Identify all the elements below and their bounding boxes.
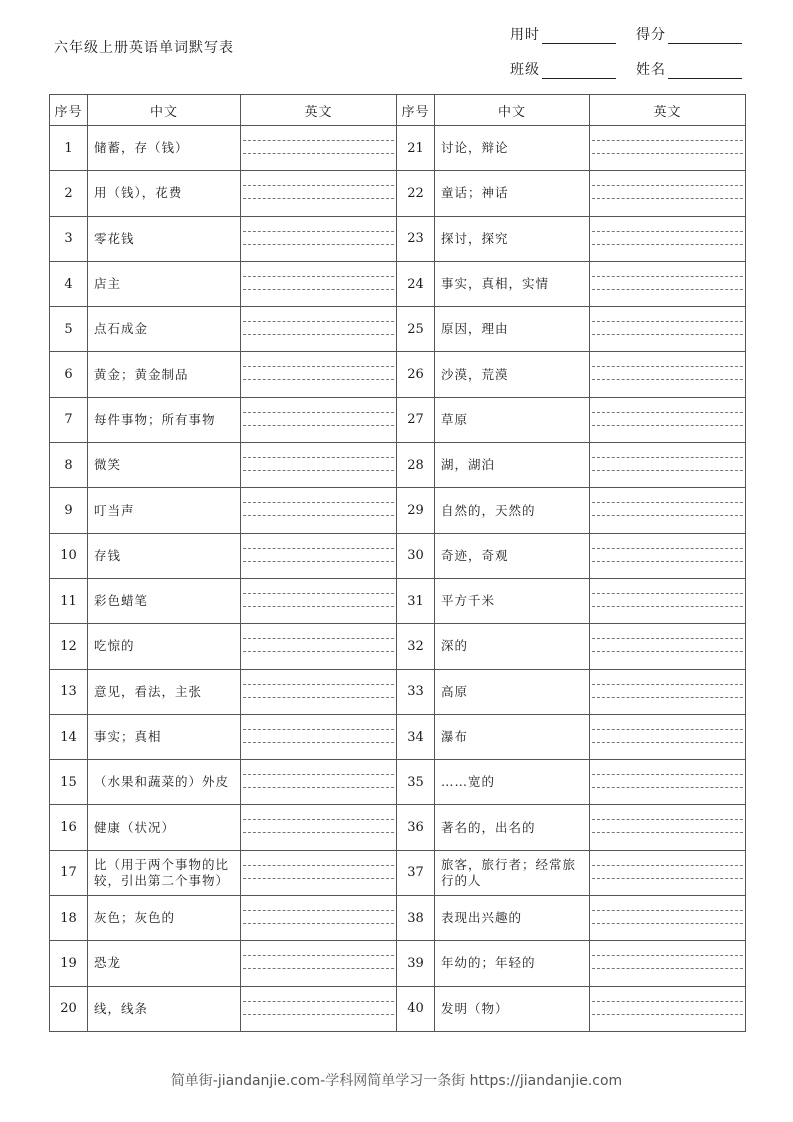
english-answer-cell[interactable] <box>241 307 397 352</box>
table-row <box>50 443 746 488</box>
chinese-word: ……宽的 <box>435 760 590 805</box>
writing-line <box>592 470 743 471</box>
english-answer-cell[interactable] <box>241 488 397 533</box>
row-number: 2 <box>50 171 88 216</box>
writing-line <box>592 638 743 639</box>
row-number: 35 <box>397 760 435 805</box>
chinese-word: 草原 <box>435 397 590 442</box>
writing-line <box>592 729 743 730</box>
english-answer-cell[interactable] <box>590 171 746 216</box>
chinese-word: 表现出兴趣的 <box>435 896 590 941</box>
row-number: 3 <box>50 216 88 261</box>
time-field <box>510 24 616 44</box>
writing-line <box>243 515 394 516</box>
chinese-word: 店主 <box>88 261 241 306</box>
english-answer-cell[interactable] <box>241 171 397 216</box>
table-row <box>50 896 746 941</box>
writing-line <box>243 832 394 833</box>
class-blank[interactable] <box>542 64 616 79</box>
english-answer-cell[interactable] <box>241 261 397 306</box>
table-row <box>50 805 746 850</box>
writing-line <box>592 153 743 154</box>
english-answer-cell[interactable] <box>241 896 397 941</box>
english-answer-cell[interactable] <box>590 533 746 578</box>
row-number: 13 <box>50 669 88 714</box>
chinese-word: （水果和蔬菜的）外皮 <box>88 760 241 805</box>
english-answer-cell[interactable] <box>241 669 397 714</box>
score-label: 得分 <box>636 27 666 43</box>
english-answer-cell[interactable] <box>241 805 397 850</box>
writing-line <box>592 697 743 698</box>
table-row <box>50 669 746 714</box>
writing-line <box>592 1014 743 1015</box>
chinese-word: 存钱 <box>88 533 241 578</box>
row-number: 38 <box>397 896 435 941</box>
writing-line <box>243 819 394 820</box>
english-answer-cell[interactable] <box>590 714 746 759</box>
writing-line <box>592 366 743 367</box>
name-label: 姓名 <box>636 62 666 78</box>
table-row <box>50 397 746 442</box>
chinese-word: 黄金；黄金制品 <box>88 352 241 397</box>
english-answer-cell[interactable] <box>590 760 746 805</box>
table-row <box>50 126 746 171</box>
chinese-word: 沙漠，荒漠 <box>435 352 590 397</box>
writing-line <box>592 865 743 866</box>
row-number: 25 <box>397 307 435 352</box>
english-answer-cell[interactable] <box>241 126 397 171</box>
writing-line <box>592 321 743 322</box>
chinese-word: 点石成金 <box>88 307 241 352</box>
writing-line <box>243 606 394 607</box>
row-number: 36 <box>397 805 435 850</box>
writing-line <box>592 955 743 956</box>
writing-line <box>592 548 743 549</box>
writing-line <box>243 638 394 639</box>
english-answer-cell[interactable] <box>590 488 746 533</box>
english-answer-cell[interactable] <box>590 896 746 941</box>
row-number: 21 <box>397 126 435 171</box>
row-number: 23 <box>397 216 435 261</box>
name-field <box>636 59 742 79</box>
english-answer-cell[interactable] <box>241 352 397 397</box>
chinese-word: 比（用于两个事物的比较，引出第二个事物） <box>88 850 241 895</box>
row-number: 40 <box>397 986 435 1031</box>
table-row <box>50 714 746 759</box>
writing-line <box>592 276 743 277</box>
writing-line <box>243 457 394 458</box>
english-answer-cell[interactable] <box>241 578 397 623</box>
chinese-word: 自然的，天然的 <box>435 488 590 533</box>
row-number: 14 <box>50 714 88 759</box>
chinese-word: 事实；真相 <box>88 714 241 759</box>
writing-line <box>243 185 394 186</box>
row-number: 6 <box>50 352 88 397</box>
writing-line <box>243 321 394 322</box>
writing-line <box>592 140 743 141</box>
chinese-word: 高原 <box>435 669 590 714</box>
chinese-word: 发明（物） <box>435 986 590 1031</box>
writing-line <box>592 425 743 426</box>
chinese-word: 微笑 <box>88 443 241 488</box>
row-number: 20 <box>50 986 88 1031</box>
writing-line <box>243 470 394 471</box>
writing-line <box>243 1001 394 1002</box>
row-number: 26 <box>397 352 435 397</box>
table-row <box>50 760 746 805</box>
writing-line <box>243 276 394 277</box>
chinese-word: 原因，理由 <box>435 307 590 352</box>
writing-line <box>243 968 394 969</box>
row-number: 33 <box>397 669 435 714</box>
header-cn-left: 中文 <box>88 95 241 126</box>
writing-line <box>243 198 394 199</box>
writing-line <box>243 153 394 154</box>
sheet-title: 六年级上册英语单词默写表 <box>54 40 234 56</box>
row-number: 5 <box>50 307 88 352</box>
writing-line <box>592 742 743 743</box>
english-answer-cell[interactable] <box>590 216 746 261</box>
english-answer-cell[interactable] <box>241 216 397 261</box>
row-number: 7 <box>50 397 88 442</box>
writing-line <box>592 923 743 924</box>
header-num-left: 序号 <box>50 95 88 126</box>
writing-line <box>243 697 394 698</box>
writing-line <box>243 366 394 367</box>
english-answer-cell[interactable] <box>241 714 397 759</box>
chinese-word: 吃惊的 <box>88 624 241 669</box>
english-answer-cell[interactable] <box>241 533 397 578</box>
writing-line <box>243 289 394 290</box>
chinese-word: 叮当声 <box>88 488 241 533</box>
writing-line <box>592 502 743 503</box>
writing-line <box>243 231 394 232</box>
english-answer-cell[interactable] <box>590 850 746 895</box>
table-row <box>50 216 746 261</box>
writing-line <box>243 787 394 788</box>
row-number: 10 <box>50 533 88 578</box>
chinese-word: 健康（状况） <box>88 805 241 850</box>
english-answer-cell[interactable] <box>241 941 397 986</box>
row-number: 9 <box>50 488 88 533</box>
row-number: 11 <box>50 578 88 623</box>
table-row <box>50 578 746 623</box>
writing-line <box>243 425 394 426</box>
writing-line <box>243 878 394 879</box>
row-number: 39 <box>397 941 435 986</box>
writing-line <box>243 502 394 503</box>
table-row <box>50 850 746 895</box>
chinese-word: 童话；神话 <box>435 171 590 216</box>
chinese-word: 线，线条 <box>88 986 241 1031</box>
writing-line <box>592 1001 743 1002</box>
row-number: 15 <box>50 760 88 805</box>
chinese-word: 平方千米 <box>435 578 590 623</box>
score-field <box>636 24 742 44</box>
row-number: 30 <box>397 533 435 578</box>
writing-line <box>243 923 394 924</box>
writing-line <box>592 515 743 516</box>
header-cn-right: 中文 <box>435 95 590 126</box>
row-number: 16 <box>50 805 88 850</box>
writing-line <box>243 651 394 652</box>
row-number: 24 <box>397 261 435 306</box>
writing-line <box>592 457 743 458</box>
writing-line <box>243 865 394 866</box>
chinese-word: 恐龙 <box>88 941 241 986</box>
english-answer-cell[interactable] <box>241 624 397 669</box>
english-answer-cell[interactable] <box>241 397 397 442</box>
english-answer-cell[interactable] <box>241 760 397 805</box>
chinese-word: 年幼的；年轻的 <box>435 941 590 986</box>
writing-line <box>592 968 743 969</box>
english-answer-cell[interactable] <box>241 850 397 895</box>
chinese-word: 湖，湖泊 <box>435 443 590 488</box>
chinese-word: 瀑布 <box>435 714 590 759</box>
chinese-word: 储蓄，存（钱） <box>88 126 241 171</box>
english-answer-cell[interactable] <box>590 397 746 442</box>
class-field <box>510 59 616 79</box>
writing-line <box>243 955 394 956</box>
writing-line <box>592 185 743 186</box>
writing-line <box>592 231 743 232</box>
english-answer-cell[interactable] <box>590 352 746 397</box>
table-row <box>50 307 746 352</box>
chinese-word: 著名的，出名的 <box>435 805 590 850</box>
writing-line <box>592 819 743 820</box>
english-answer-cell[interactable] <box>590 578 746 623</box>
vocabulary-table <box>49 94 746 1032</box>
writing-line <box>243 561 394 562</box>
header-row <box>50 95 746 126</box>
writing-line <box>243 140 394 141</box>
chinese-word: 彩色蜡笔 <box>88 578 241 623</box>
row-number: 19 <box>50 941 88 986</box>
row-number: 29 <box>397 488 435 533</box>
row-number: 1 <box>50 126 88 171</box>
footer-text: 简单街-jiandanjie.com-学科网简单学习一条街 https://jiandanjie.com <box>170 1073 623 1089</box>
writing-line <box>592 651 743 652</box>
header-en-left: 英文 <box>241 95 397 126</box>
writing-line <box>592 787 743 788</box>
chinese-word: 深的 <box>435 624 590 669</box>
chinese-word: 灰色；灰色的 <box>88 896 241 941</box>
row-number: 18 <box>50 896 88 941</box>
writing-line <box>243 244 394 245</box>
class-label: 班级 <box>510 62 540 78</box>
writing-line <box>243 910 394 911</box>
writing-line <box>243 412 394 413</box>
writing-line <box>243 379 394 380</box>
writing-line <box>243 729 394 730</box>
english-answer-cell[interactable] <box>590 805 746 850</box>
writing-line <box>592 910 743 911</box>
name-blank[interactable] <box>668 64 742 79</box>
writing-line <box>592 289 743 290</box>
english-answer-cell[interactable] <box>590 443 746 488</box>
row-number: 32 <box>397 624 435 669</box>
table-row <box>50 533 746 578</box>
row-number: 17 <box>50 850 88 895</box>
english-answer-cell[interactable] <box>590 986 746 1031</box>
row-number: 28 <box>397 443 435 488</box>
writing-line <box>592 198 743 199</box>
english-answer-cell[interactable] <box>590 261 746 306</box>
chinese-word: 奇迹，奇观 <box>435 533 590 578</box>
row-number: 22 <box>397 171 435 216</box>
row-number: 12 <box>50 624 88 669</box>
english-answer-cell[interactable] <box>590 126 746 171</box>
writing-line <box>243 334 394 335</box>
english-answer-cell[interactable] <box>590 941 746 986</box>
writing-line <box>592 878 743 879</box>
table-row <box>50 488 746 533</box>
table-row <box>50 986 746 1031</box>
row-number: 37 <box>397 850 435 895</box>
english-answer-cell[interactable] <box>241 986 397 1031</box>
header-num-right: 序号 <box>397 95 435 126</box>
row-number: 8 <box>50 443 88 488</box>
row-number: 31 <box>397 578 435 623</box>
table-row <box>50 171 746 216</box>
header-en-right: 英文 <box>590 95 746 126</box>
writing-line <box>243 742 394 743</box>
writing-line <box>592 593 743 594</box>
writing-line <box>592 606 743 607</box>
table-row <box>50 624 746 669</box>
chinese-word: 意见，看法，主张 <box>88 669 241 714</box>
chinese-word: 事实，真相，实情 <box>435 261 590 306</box>
chinese-word: 讨论，辩论 <box>435 126 590 171</box>
row-number: 4 <box>50 261 88 306</box>
writing-line <box>592 244 743 245</box>
writing-line <box>592 561 743 562</box>
time-label: 用时 <box>510 27 540 43</box>
writing-line <box>592 379 743 380</box>
english-answer-cell[interactable] <box>241 443 397 488</box>
writing-line <box>592 832 743 833</box>
chinese-word: 旅客，旅行者；经常旅行的人 <box>435 850 590 895</box>
english-answer-cell[interactable] <box>590 624 746 669</box>
chinese-word: 每件事物；所有事物 <box>88 397 241 442</box>
time-blank[interactable] <box>542 29 616 44</box>
english-answer-cell[interactable] <box>590 307 746 352</box>
writing-line <box>592 412 743 413</box>
row-number: 34 <box>397 714 435 759</box>
writing-line <box>243 1014 394 1015</box>
writing-line <box>243 684 394 685</box>
writing-line <box>592 774 743 775</box>
score-blank[interactable] <box>668 29 742 44</box>
writing-line <box>592 684 743 685</box>
chinese-word: 零花钱 <box>88 216 241 261</box>
writing-line <box>243 593 394 594</box>
writing-line <box>592 334 743 335</box>
chinese-word: 探讨，探究 <box>435 216 590 261</box>
table-row <box>50 352 746 397</box>
english-answer-cell[interactable] <box>590 669 746 714</box>
chinese-word: 用（钱），花费 <box>88 171 241 216</box>
writing-line <box>243 774 394 775</box>
table-row <box>50 261 746 306</box>
table-row <box>50 941 746 986</box>
row-number: 27 <box>397 397 435 442</box>
writing-line <box>243 548 394 549</box>
